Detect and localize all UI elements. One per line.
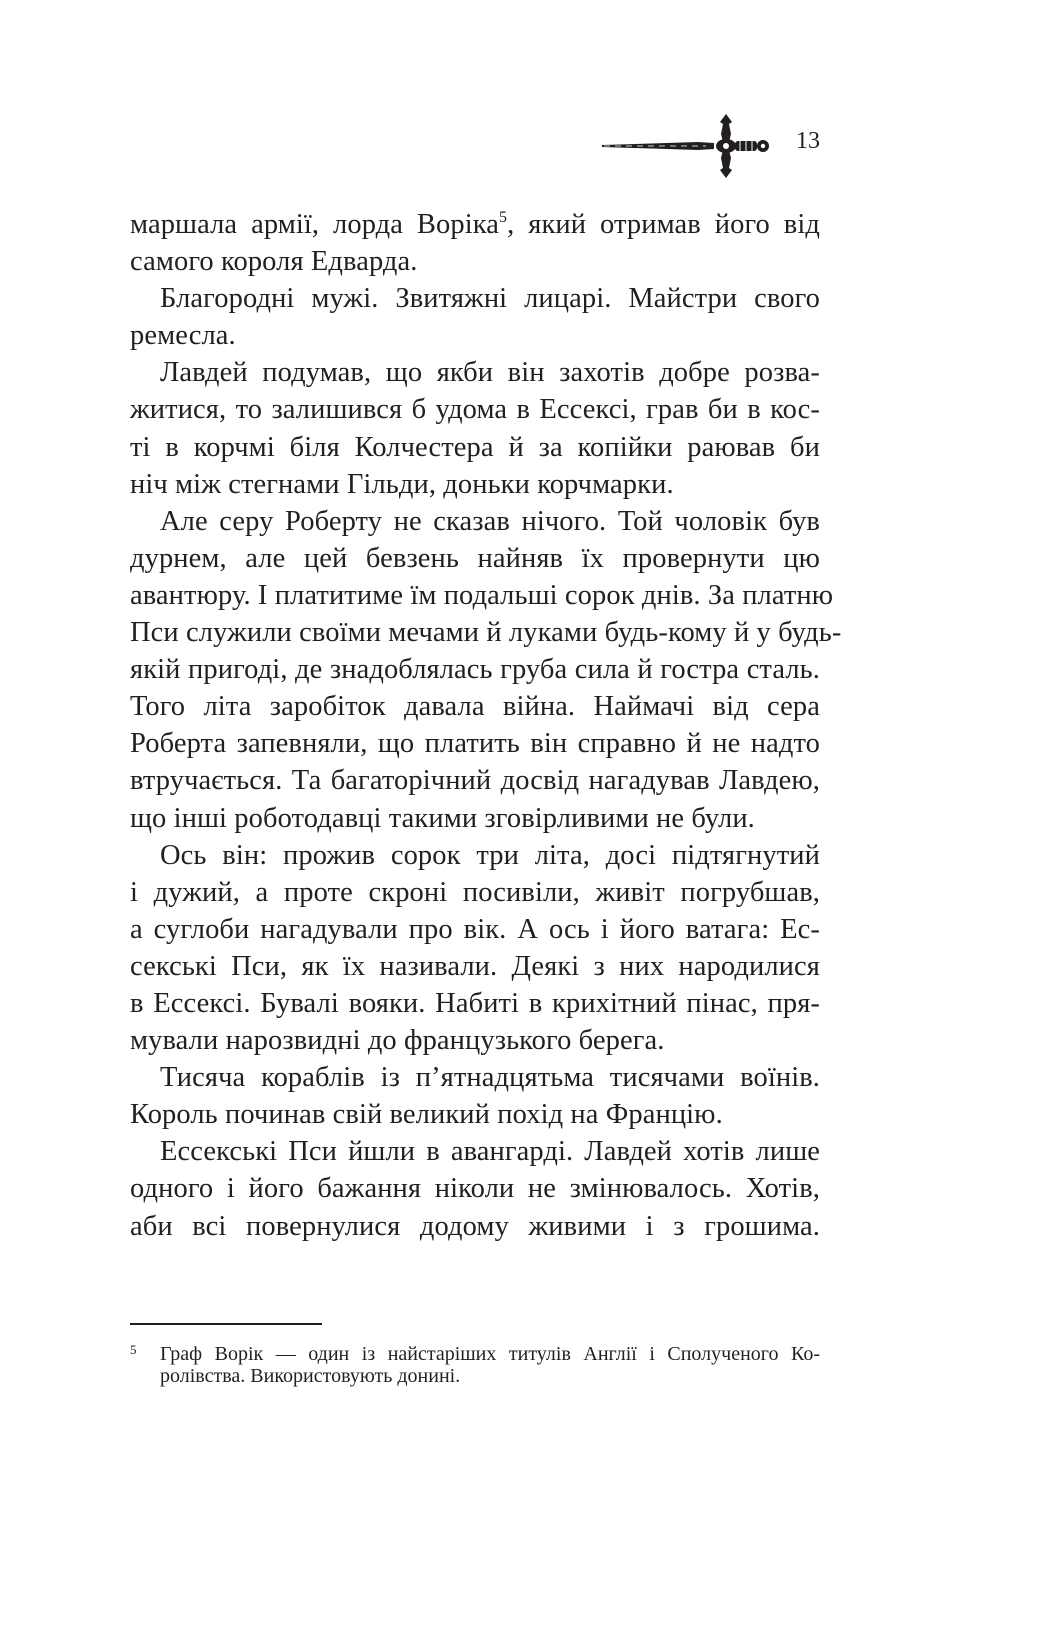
text-line: самого короля Едварда. (130, 246, 418, 278)
text-line: аби всі повернулися додому живими і з грошима. (130, 1210, 820, 1242)
text-line: Ессекські Пси йшли в авангарді. Лавдей хотів лише (160, 1136, 820, 1168)
text-line: Але серу Роберту не сказав нічого. Той чоловік був (160, 505, 820, 537)
text-fragment: маршала армії, лорда Воріка (130, 209, 500, 240)
text-line: і дужий, а проте скроні посивіли, живіт погрубшав, (130, 876, 820, 908)
text-line: Роберта запевняли, що платить він справно й не надто (130, 728, 820, 760)
text-line: втручається. Та багаторічний досвід нагадував Лавдею, (130, 765, 820, 797)
text-line: ремесла. (130, 320, 236, 352)
page-header (598, 108, 828, 188)
text-fragment: , який отримав його від (507, 209, 820, 240)
text-line: Того літа заробіток давала війна. Наймачі від сера (130, 691, 820, 723)
text-line: а суглоби нагадували про вік. А ось і його ватага: Ес- (130, 913, 820, 945)
footnote (130, 1336, 820, 1390)
text-line: Пси служили своїми мечами й луками будь-кому й у будь- (130, 617, 842, 649)
text-line: Король починав свій великий похід на Францію. (130, 1099, 723, 1131)
text-line: Благородні мужі. Звитяжні лицарі. Майстри свого (160, 283, 820, 315)
text-line: Ось він: прожив сорок три літа, досі підтягнутий (160, 839, 820, 871)
text-line: в Ессексі. Бувалі вояки. Набиті в крихітний пінас, пря- (130, 987, 820, 1019)
footnote-text: ролівства. Використовують донині. (160, 1365, 461, 1387)
footnote-line (130, 1363, 820, 1390)
footnote-text: Граф Ворік — один із найстаріших титулів Англії і Сполученого Ко- (160, 1343, 820, 1365)
text-line: Тисяча кораблів із п’ятнадцятьма тисячами воїнів. (160, 1062, 820, 1094)
footnote-divider (130, 1323, 322, 1325)
text-line: ті в корчмі біля Колчестера й за копійки раював би (130, 431, 820, 463)
footnote-line (130, 1336, 820, 1363)
text-line (130, 206, 820, 243)
text-line: дурнем, але цей бевзень найняв їх провернути цю (130, 542, 820, 574)
text-line: ніч між стегнами Гільди, доньки корчмарки. (130, 468, 674, 500)
text-line: житися, то залишився б удома в Ессексі, грав би в кос- (130, 394, 820, 426)
sword-icon (598, 108, 773, 188)
text-line: якій пригоді, де знадоблялась груба сила й гостра сталь. (130, 654, 820, 686)
text-line: мували нарозвидні до французького берега. (130, 1025, 665, 1057)
text-line: одного і його бажання ніколи не змінювалось. Хотів, (130, 1173, 820, 1205)
footnote-number: 5 (130, 1342, 137, 1357)
page-number: 13 (796, 128, 820, 154)
text-line: що інші роботодавці такими зговірливими не були. (130, 802, 755, 834)
text-line: секські Пси, як їх називали. Деякі з них народилися (130, 950, 820, 982)
text-line: авантюру. І платитиме їм подальші сорок днів. За платню (130, 579, 834, 611)
text-line: Лавдей подумав, що якби він захотів добре розва- (160, 357, 820, 389)
body-text (130, 206, 842, 1245)
footnote-reference[interactable]: 5 (499, 209, 508, 226)
